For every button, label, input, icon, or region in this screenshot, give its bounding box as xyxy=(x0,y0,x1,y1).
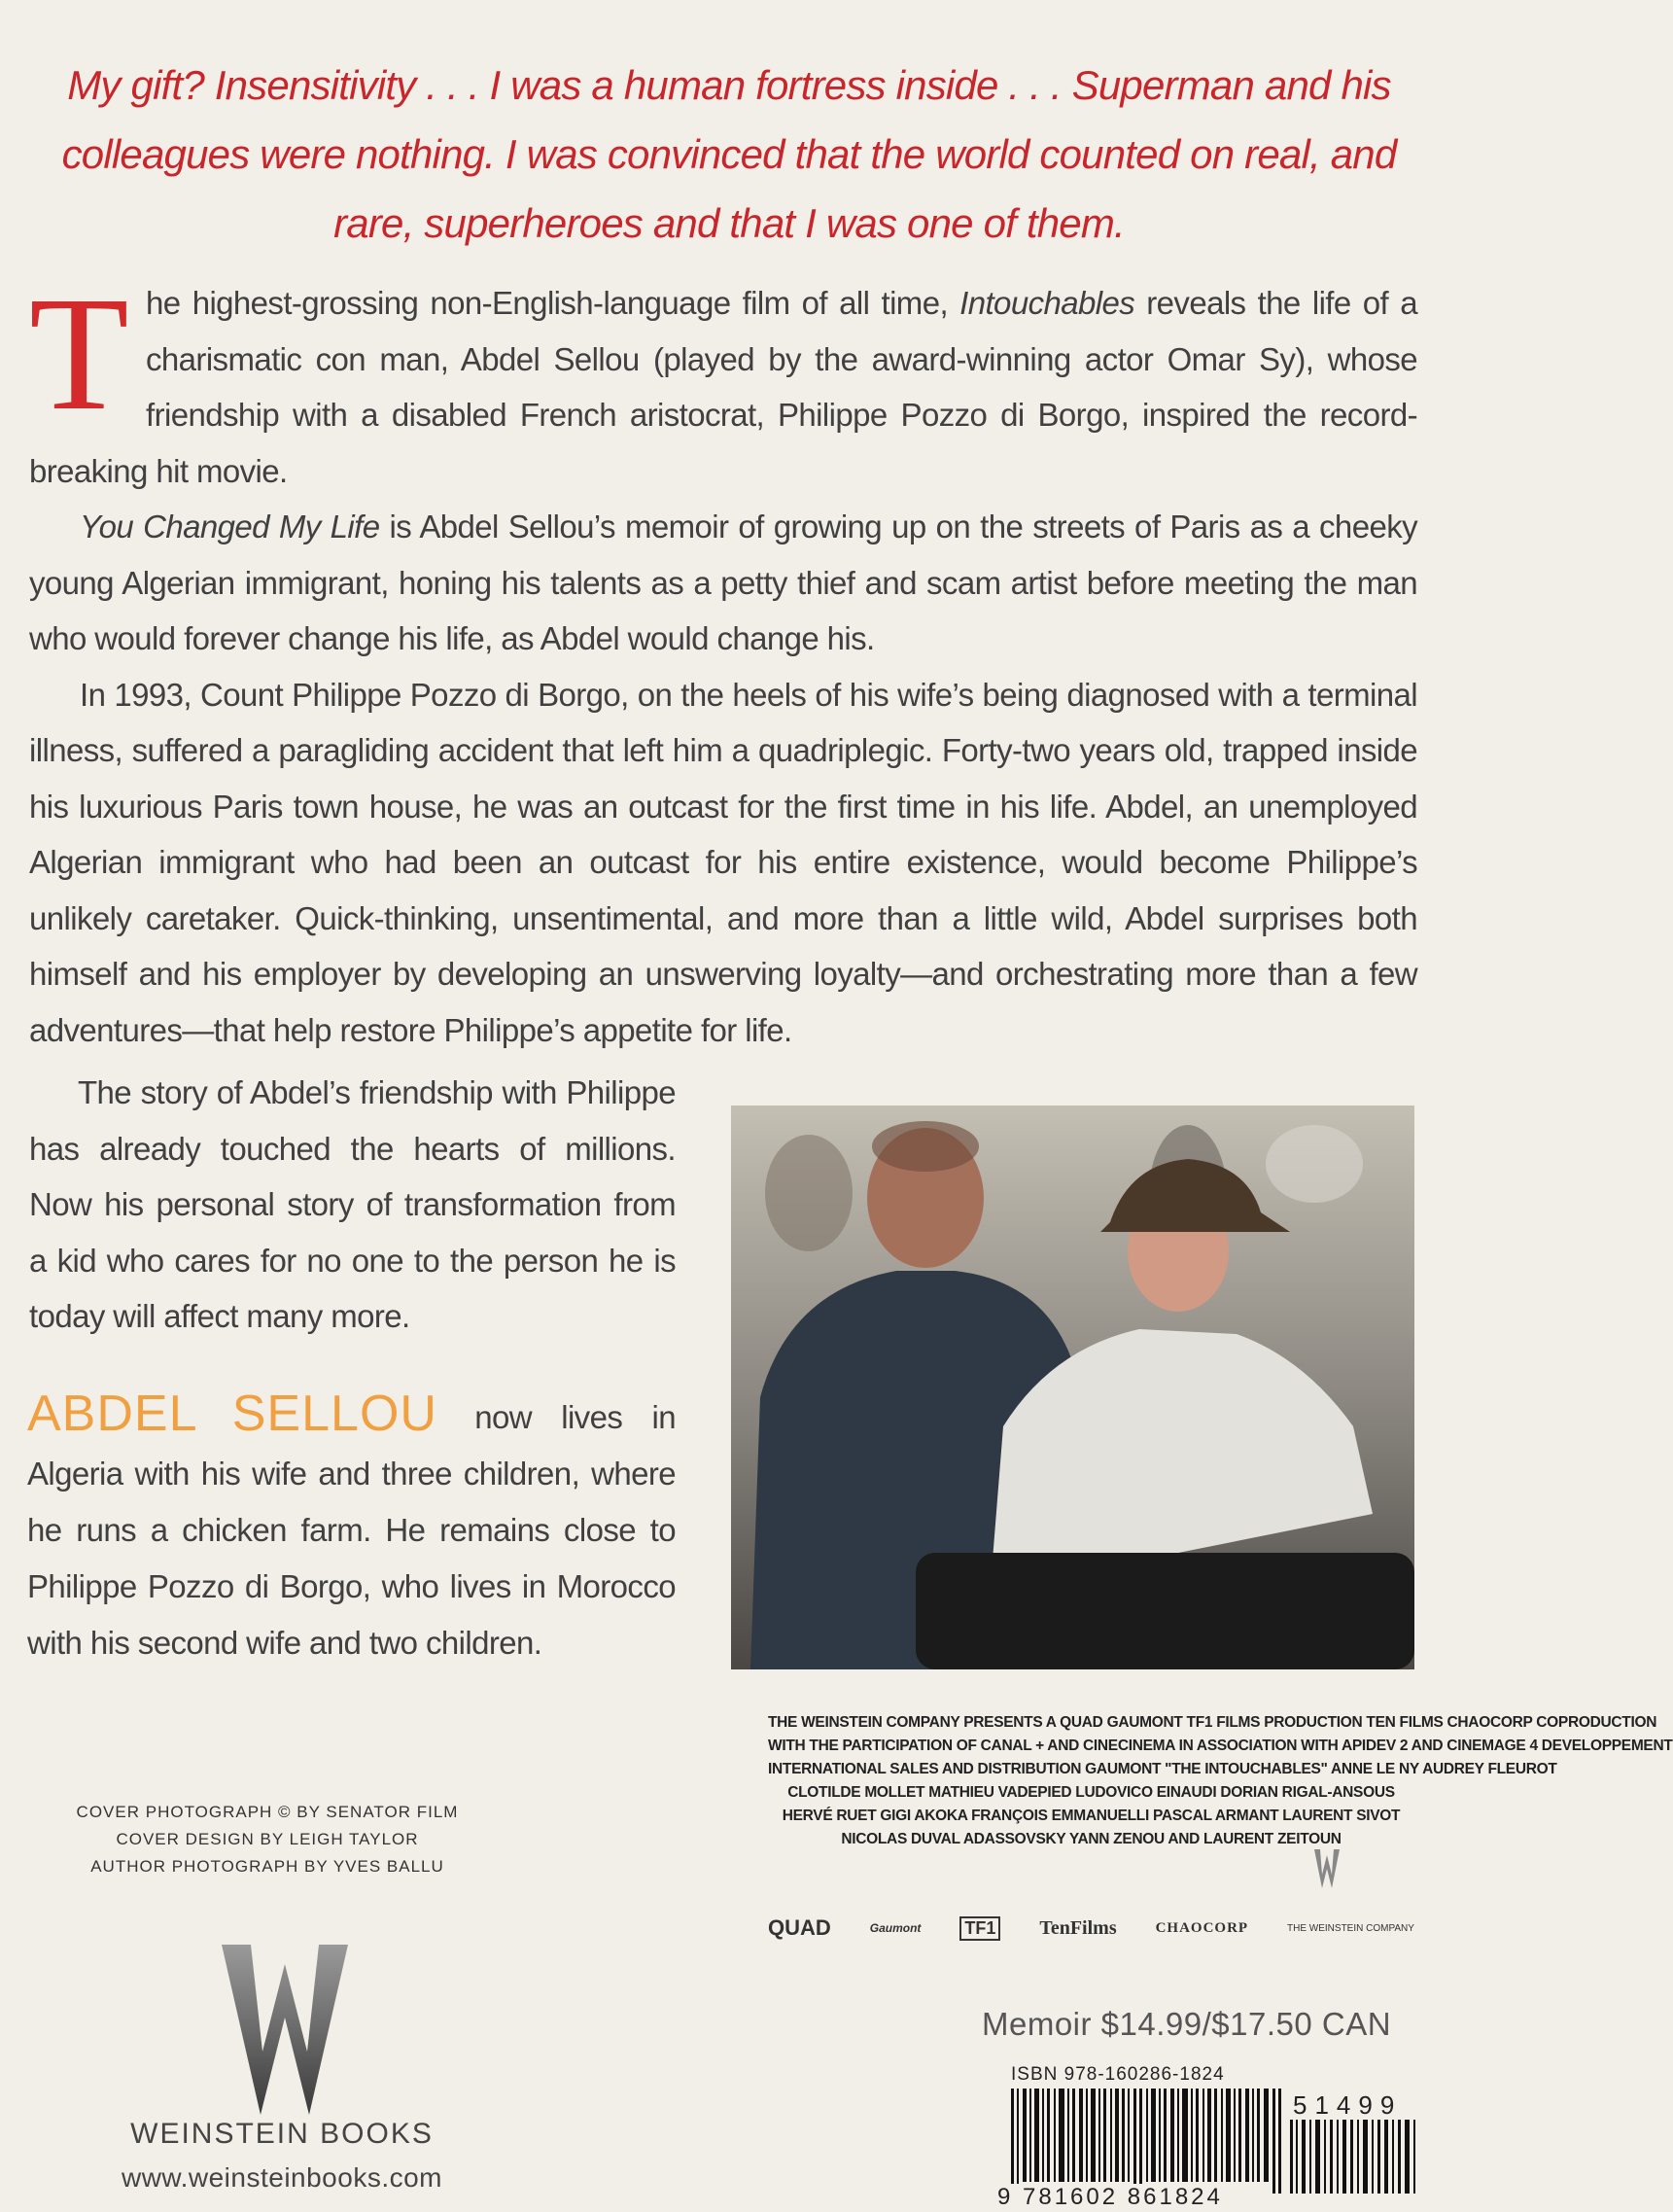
production-logos xyxy=(768,1915,1414,1941)
price-label: Memoir $14.99/$17.50 CAN xyxy=(982,2006,1392,2042)
drop-cap: T xyxy=(29,263,129,444)
author-bio-text: now lives in Algeria with his wife and three children, where he runs a chicken farm. He remains close to Philippe Pozzo di Borgo, who lives in Morocco with his second wife and two children. xyxy=(27,1399,676,1661)
billing-line: INTERNATIONAL SALES AND DISTRIBUTION GAUMONT "THE INTOUCHABLES" ANNE LE NY AUDREY FLEUROT xyxy=(768,1761,1557,1777)
author-name: ABDEL SELLOU xyxy=(27,1386,437,1442)
chaocorp-logo: CHAOCORP xyxy=(1155,1919,1249,1936)
blurb-paragraph-2: You Changed My Life is Abdel Sellou’s memoir of growing up on the streets of Paris as a cheeky young Algerian immigrant, honing his talents as a petty thief and scam artist before meeting the man who would forever change his life, as Abdel would change his. xyxy=(29,509,1417,656)
barcode-addon-digits: 51499 xyxy=(1293,2090,1403,2120)
billing-line: THE WEINSTEIN COMPANY PRESENTS A QUAD GAUMONT TF1 FILMS PRODUCTION TEN FILMS CHAOCORP COPRODUCTION xyxy=(768,1714,1657,1731)
weinstein-company-mark-icon xyxy=(1312,1847,1342,1891)
cover-credits xyxy=(58,1799,476,1880)
blurb-paragraph-1: The highest-grossing non-English-language film of all time, Intouchables reveals the life of a charismatic con man, Abdel Sellou (played by the award-winning actor Omar Sy), whose friendship with a disabled French aristocrat, Philippe Pozzo di Borgo, inspired the record-breaking hit movie. xyxy=(29,263,1417,489)
film-title: Intouchables xyxy=(959,285,1135,321)
billing-line: WITH THE PARTICIPATION OF CANAL + AND CINECINEMA IN ASSOCIATION WITH APIDEV 2 AND CINEMAGE 4 DEVELOPPEMENT xyxy=(768,1738,1673,1754)
barcode-digits: 9 781602 861824 xyxy=(997,2184,1223,2210)
film-still-illustration xyxy=(731,1106,1414,1669)
isbn-barcode xyxy=(1011,2089,1283,2194)
isbn-label: ISBN 978-160286-1824 xyxy=(1011,2064,1225,2085)
publisher-name: WEINSTEIN BOOKS xyxy=(130,2118,434,2150)
cover-design-credit: COVER DESIGN BY LEIGH TAYLOR xyxy=(116,1830,419,1848)
weinstein-books-w-icon xyxy=(222,1945,348,2115)
author-bio xyxy=(27,1386,676,1671)
tenfilms-logo: TenFilms xyxy=(1039,1916,1117,1939)
billing-line: NICOLAS DUVAL ADASSOVSKY YANN ZENOU AND LAURENT ZEITOUN xyxy=(841,1831,1342,1847)
author-photo-credit: AUTHOR PHOTOGRAPH BY YVES BALLU xyxy=(90,1857,444,1876)
pull-quote: My gift? Insensitivity . . . I was a human fortress inside . . . Superman and his colleagues were nothing. I was convinced that the world counted on real, and rare, superheroes and that I was one of them. xyxy=(61,62,1397,246)
weinstein-company-logo: THE WEINSTEIN COMPANY xyxy=(1287,1922,1414,1934)
billing-line: CLOTILDE MOLLET MATHIEU VADEPIED LUDOVICO EINAUDI DORIAN RIGAL-ANSOUS xyxy=(787,1784,1395,1801)
price-addon-barcode xyxy=(1288,2120,1419,2194)
publisher-url: www.weinsteinbooks.com xyxy=(121,2162,443,2193)
book-title: You Changed My Life xyxy=(80,509,380,544)
cover-photo-credit: COVER PHOTOGRAPH © BY SENATOR FILM xyxy=(76,1803,459,1821)
blurb xyxy=(29,263,1417,1058)
billing-line: HERVÉ RUET GIGI AKOKA FRANÇOIS EMMANUELLI PASCAL ARMANT LAURENT SIVOT xyxy=(782,1808,1401,1824)
quad-logo: QUAD xyxy=(768,1915,831,1940)
film-billing-block xyxy=(768,1711,1673,1851)
story-paragraph: The story of Abdel’s friendship with Philippe has already touched the hearts of millions. Now his personal story of transformation from a kid who cares for no one to the person he is today will affect many more. xyxy=(29,1074,676,1334)
tf1-logo: TF1 xyxy=(959,1916,1000,1941)
film-still-photo xyxy=(731,1106,1414,1669)
blurb-paragraph-3: In 1993, Count Philippe Pozzo di Borgo, on the heels of his wife’s being diagnosed with a terminal illness, suffered a paragliding accident that left him a quadriplegic. Forty-two years old, trapped inside his luxurious Paris town house, he was an outcast for the first time in his life. Abdel, an unemployed Algerian immigrant who had been an outcast for his entire existence, would become Philippe’s unlikely caretaker. Quick-thinking, unsentimental, and more than a little wild, Abdel surprises both himself and his employer by developing an unswerving loyalty—and orchestrating more than a few adventures—that help restore Philippe’s appetite for life. xyxy=(29,676,1417,1048)
gaumont-logo: Gaumont xyxy=(869,1921,922,1935)
